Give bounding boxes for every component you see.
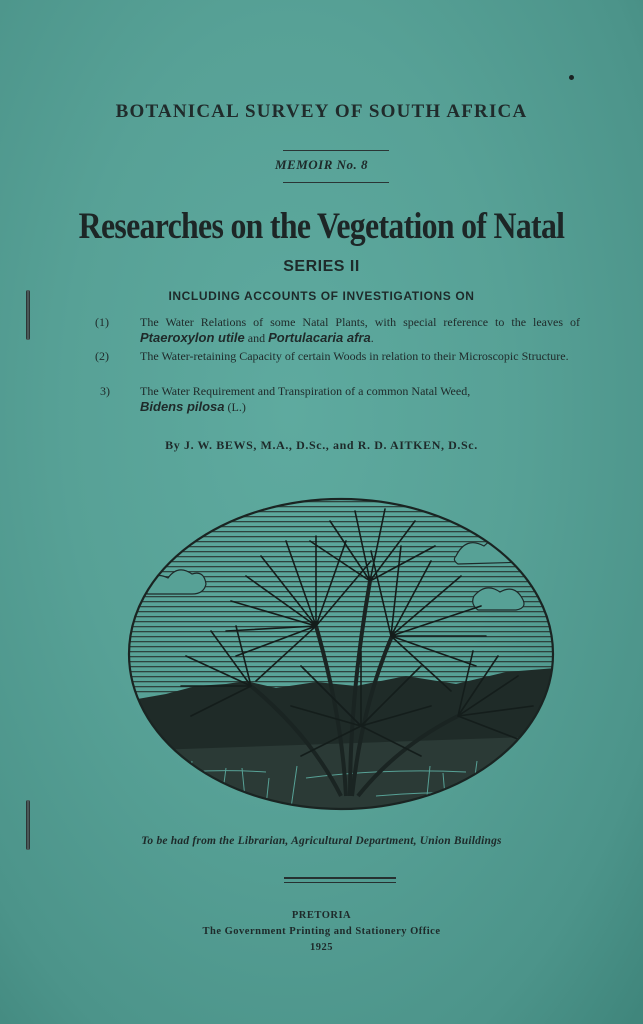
item-text: The Water Relations of some Natal Plants, with special reference to the leaves of bbox=[140, 315, 580, 329]
imprint-printer: The Government Printing and Stationery Office bbox=[202, 926, 441, 937]
imprint-rule-bottom bbox=[284, 882, 396, 883]
item-text: The Water Requirement and Transpiration of a common Natal Weed, bbox=[140, 384, 471, 398]
main-title: Researches on the Vegetation of Natal bbox=[78, 206, 565, 247]
series-title: BOTANICAL SURVEY OF SOUTH AFRICA bbox=[115, 101, 528, 122]
memoir-rule-bottom bbox=[283, 182, 389, 183]
contents-heading: INCLUDING ACCOUNTS OF INVESTIGATIONS ON bbox=[168, 289, 475, 303]
scientific-name: Bidens pilosa bbox=[140, 399, 225, 414]
item-number: (2) bbox=[95, 349, 109, 363]
item-number: (1) bbox=[95, 315, 109, 329]
ink-spot bbox=[569, 75, 574, 80]
authors: By J. W. BEWS, M.A., D.Sc., and R. D. AITKEN, D.Sc. bbox=[165, 438, 478, 452]
imprint-rule-top bbox=[284, 877, 396, 879]
item-number: 3) bbox=[100, 384, 110, 398]
item-text: The Water-retaining Capacity of certain Woods in relation to their Microscopic Structure. bbox=[140, 349, 569, 363]
memoir-rule-top bbox=[283, 150, 389, 151]
imprint-year: 1925 bbox=[310, 942, 333, 953]
series-subtitle: SERIES II bbox=[283, 258, 360, 275]
item-text: (L.) bbox=[224, 400, 246, 414]
contents-item-2 bbox=[95, 349, 580, 364]
memoir-number: MEMOIR No. 8 bbox=[274, 157, 369, 172]
item-text: . bbox=[370, 331, 374, 345]
availability-note: To be had from the Librarian, Agricultural Department, Union Buildings bbox=[141, 835, 502, 847]
scientific-name: Portulacaria afra bbox=[268, 330, 371, 345]
scientific-name: Ptaeroxylon utile bbox=[140, 330, 245, 345]
imprint-city: PRETORIA bbox=[291, 910, 352, 921]
palm-vignette bbox=[126, 496, 556, 814]
contents-item-3 bbox=[100, 384, 580, 415]
item-text: and bbox=[244, 331, 269, 345]
contents-item-1 bbox=[95, 315, 580, 346]
